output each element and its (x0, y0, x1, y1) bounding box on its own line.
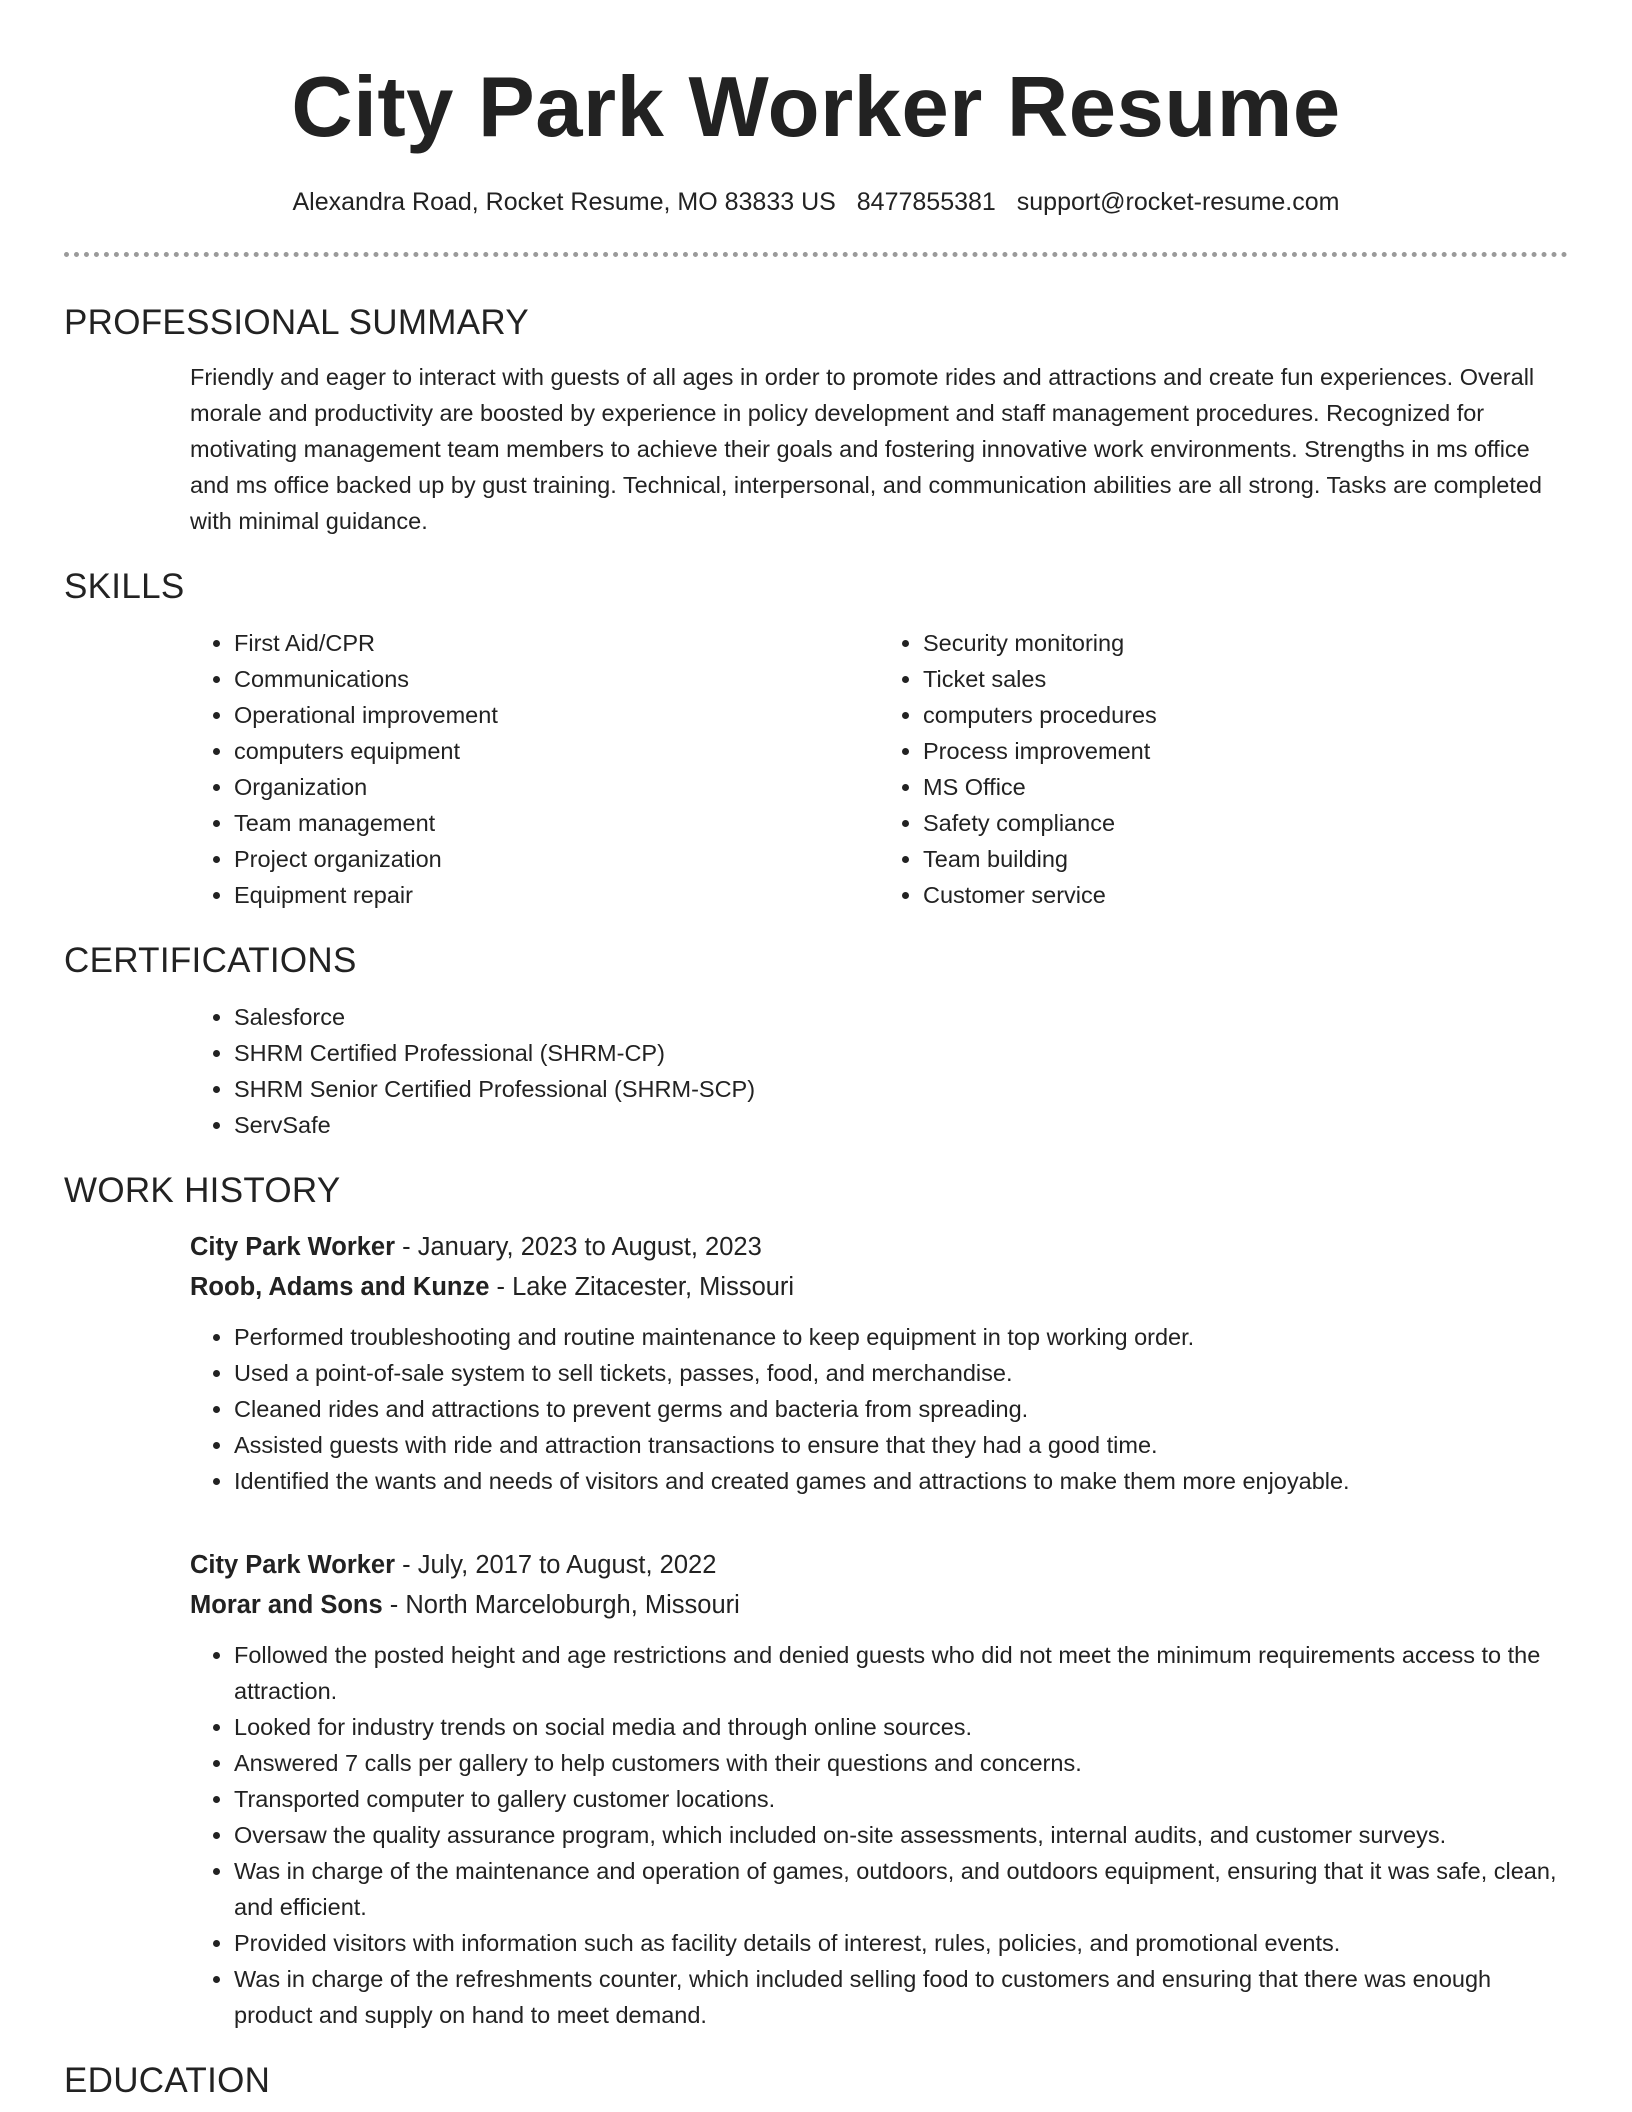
skill-item: • Project organization (234, 841, 879, 877)
job-location: - Lake Zitacester, Missouri (489, 1273, 795, 1301)
job-duty: • Was in charge of the maintenance and operation of games, outdoors, and outdoors equipment, ensuring that it was safe, clean, and efficient. (234, 1853, 1568, 1925)
skill-item: • computers equipment (234, 733, 879, 769)
job-dates: - July, 2017 to August, 2022 (395, 1551, 717, 1579)
certification-item: • SHRM Senior Certified Professional (SHRM-SCP) (234, 1071, 1568, 1107)
contact-phone: 8477855381 (856, 188, 996, 216)
job-duty: • Answered 7 calls per gallery to help customers with their questions and concerns. (234, 1745, 1568, 1781)
skill-item: • First Aid/CPR (234, 625, 879, 661)
job-duty: • Used a point-of-sale system to sell tickets, passes, food, and merchandise. (234, 1355, 1568, 1391)
job-company: Morar and Sons (190, 1591, 383, 1619)
skill-item: • Equipment repair (234, 877, 879, 913)
skill-item: • Team building (923, 841, 1568, 877)
header-divider (64, 252, 1568, 257)
skill-item: • Operational improvement (234, 697, 879, 733)
certifications-bullets (190, 999, 1568, 1143)
job-company-line (190, 1267, 1568, 1307)
certification-item: • ServSafe (234, 1107, 1568, 1143)
job-title: City Park Worker (190, 1551, 396, 1579)
skill-item: • Organization (234, 769, 879, 805)
job-company: Roob, Adams and Kunze (190, 1273, 490, 1301)
job-duty: • Transported computer to gallery customer locations. (234, 1781, 1568, 1817)
job-duty: • Cleaned rides and attractions to prevent germs and bacteria from spreading. (234, 1391, 1568, 1427)
skill-item: • Communications (234, 661, 879, 697)
job-duty: • Assisted guests with ride and attraction transactions to ensure that they had a good time. (234, 1427, 1568, 1463)
education-heading: EDUCATION (64, 2061, 271, 2100)
skills-column-right (879, 625, 1568, 913)
job-duty: • Performed troubleshooting and routine maintenance to keep equipment in top working order. (234, 1319, 1568, 1355)
job-duty: • Provided visitors with information such as facility details of interest, rules, policies, and promotional events. (234, 1925, 1568, 1961)
skill-item: • MS Office (923, 769, 1568, 805)
job-duty: • Followed the posted height and age restrictions and denied guests who did not meet the minimum requirements access to the attraction. (234, 1637, 1568, 1709)
certifications-heading: CERTIFICATIONS (64, 941, 357, 980)
skills-column-left (190, 625, 879, 913)
page-title: City Park Worker Resume (291, 60, 1341, 155)
certification-item: • Salesforce (234, 999, 1568, 1035)
job-title-line (190, 1227, 1568, 1267)
certifications-list (190, 999, 1568, 1143)
skill-item: • Process improvement (923, 733, 1568, 769)
job-title-line (190, 1545, 1568, 1585)
job-dates: - January, 2023 to August, 2023 (395, 1233, 762, 1261)
job-duty: • Was in charge of the refreshments counter, which included selling food to customers and ensuring that there was enough product and supply on hand to meet demand. (234, 1961, 1568, 2033)
skill-item: • Customer service (923, 877, 1568, 913)
skill-item: • Safety compliance (923, 805, 1568, 841)
job-duties (190, 1637, 1568, 2033)
job-entry (190, 1545, 1568, 2033)
summary-text: Friendly and eager to interact with guests of all ages in order to promote rides and attractions and create fun experiences. Overall morale and productivity are boosted by experience in policy development and staff management procedures. Recognized for motivating management team members to achieve their goals and fostering innovative work environments. Strengths in ms office and ms office backed up by gust training. Technical, interpersonal, and communication abilities are all strong. Tasks are completed with minimal guidance. (190, 364, 1542, 534)
skill-item: • computers procedures (923, 697, 1568, 733)
job-duty: • Oversaw the quality assurance program, which included on-site assessments, internal audits, and customer surveys. (234, 1817, 1568, 1853)
skill-item: • Security monitoring (923, 625, 1568, 661)
job-duty: • Looked for industry trends on social media and through online sources. (234, 1709, 1568, 1745)
job-duty: • Identified the wants and needs of visitors and created games and attractions to make them more enjoyable. (234, 1463, 1568, 1499)
summary-heading: PROFESSIONAL SUMMARY (64, 303, 529, 342)
work-history-heading: WORK HISTORY (64, 1171, 341, 1210)
skill-item: • Ticket sales (923, 661, 1568, 697)
contact-line (64, 186, 1568, 218)
skill-item: • Team management (234, 805, 879, 841)
skills-list (190, 625, 1568, 913)
certification-item: • SHRM Certified Professional (SHRM-CP) (234, 1035, 1568, 1071)
skills-heading: SKILLS (64, 567, 185, 606)
contact-address: Alexandra Road, Rocket Resume, MO 83833 US (292, 188, 836, 216)
job-title: City Park Worker (190, 1233, 396, 1261)
job-duties (190, 1319, 1568, 1499)
contact-email: support@rocket-resume.com (1016, 188, 1340, 216)
job-entry (190, 1227, 1568, 1499)
job-location: - North Marceloburgh, Missouri (382, 1591, 740, 1619)
job-company-line (190, 1585, 1568, 1625)
